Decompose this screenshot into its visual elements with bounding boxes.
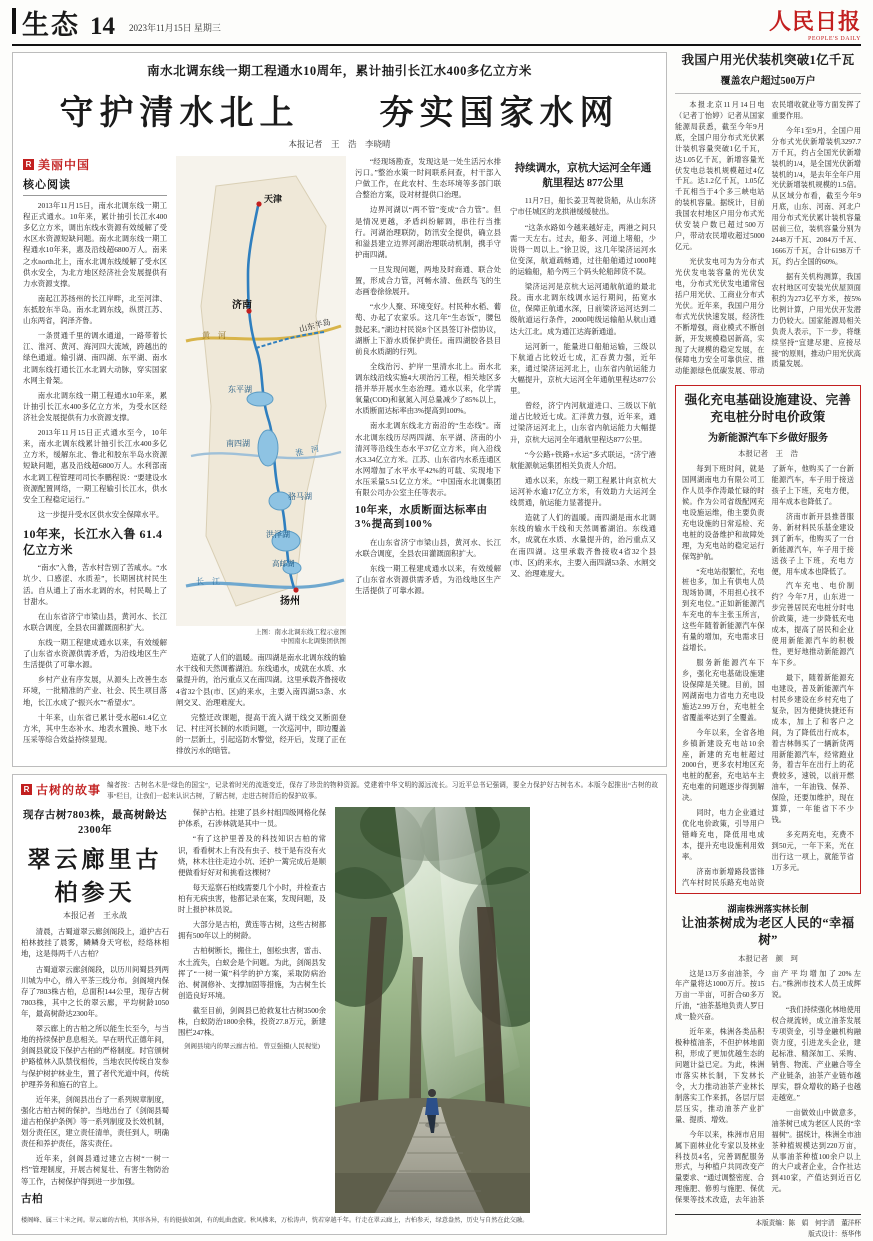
map-caption-line2: 中国南水北调集团供图 (281, 638, 347, 646)
story-body (675, 969, 861, 1207)
paragraph: 乡村产业有序发展，从源头上改善生态环境，一批精准的产业、社会、民生项目落地，长江水成了“振兴水”“希望水”。 (23, 675, 168, 707)
story-title: 我国户用光伏装机突破1亿千瓦 (681, 53, 855, 67)
page-number: 14 (90, 13, 115, 40)
paragraph: 近年来，株洲各类品积极种植油茶，不但护林地面积，形成了更加优越生态的问题计益已定。为此，株洲市落实林长制，下发林长令，大力推动油茶产业林长制落实工作来抓，各层厅层层压实，推动油茶产业扩量、提质、增效。 (675, 1028, 765, 1124)
feature-title: 翠云廊里古柏参天 (27, 847, 163, 906)
map-illustration (176, 156, 346, 626)
lead-article (12, 52, 667, 767)
story-byline: 本报记者 颜 珂 (738, 953, 798, 963)
story-title: 让油茶树成为老区人民的“幸福树” (681, 915, 855, 947)
paragraph: 这是13万多亩油茶，今年产量将达1000万斤。按15万亩一半亩，可折合60多万斤油，“油茶基地负责人罗日成一脸兴奋。 (675, 969, 765, 1022)
colophon-design: 版式设计：蔡华伟 (808, 1231, 861, 1239)
paragraph: 今年以来，全省各地乡镇新建设充电站10余座，新建的充电桩超过2000台，更多农村地区充电桩的配套，充电站车主充电难的问题逐步得到解决。 (682, 728, 765, 803)
paragraph: 汽车充电、电价制约？今年7月，山东进一步完善居民充电桩分时电价政策，进一步降低充电成本，提高了居民和企业使用新能源汽车的积极性，更好地推动新能源汽车下乡。 (771, 582, 854, 667)
tree-photo (335, 807, 530, 1213)
paragraph: 服务新能源汽车下乡，强化充电基础设施建设保障是关键。目前，国网湖南电力省电力充电设施达2.99万台，充电桩全省覆盖率达到了全覆盖。 (682, 659, 765, 722)
lead-kicker: 南水北调东线一期工程通水10周年，累计抽引长江水400多亿立方米 (147, 64, 532, 78)
masthead (12, 8, 861, 46)
paragraph: 东线一期工程建成通水以来，有效缓解了山东省水资源供需矛盾，为沿线地区生产生活提供了可靠水源。 (23, 637, 168, 670)
feature-body (21, 807, 658, 1213)
paragraph: 在山东省济宁市梁山县，黄河水、长江水联合调度，全县农田灌溉面积扩大。 (355, 537, 502, 558)
paragraph: 造就了人们的温暖。南四湖是南水北调东线的输水干线和天然调蓄湖泊。东线通水，成就在水质、水量提升的，治污重点又在南四湖。这里承载齐鲁接收4省32个县(市、区)的来水，主要入南四湖53条、水闸交叉、治理难度大。 (176, 653, 347, 707)
paragraph: 边界河湖以“两不管”变成“合力管”。但是情况更越，矛盾纠纷解调，串往行当推行。河湖治理联防，防汛安全提供，确立县和溢县建立边界河湖治理联动机制，携手守护南四湖。 (355, 205, 502, 259)
svg-text:扬州: 扬州 (280, 596, 301, 607)
map-caption-line1: 上图：南水北调东线工程示意图 (255, 629, 347, 636)
subheading: 古柏 (21, 1193, 43, 1205)
lead-byline: 本报记者 王 浩 李晓晴 (288, 139, 391, 149)
divider (23, 195, 167, 196)
map-col-extra-text (176, 652, 346, 756)
lead-col-3 (355, 156, 501, 760)
paragraph: “今公路+铁路+水运”多式联运，“济宁港航能源航运集团相关负责人介绍。 (510, 449, 656, 470)
paragraph: 近年来，剑阁县通过建立古树“一树一档”管理制度，开展古树复壮、有害生物防治等工作，古树保护得到进一步加强。 (21, 1154, 169, 1186)
paragraph: 最下，随着新能源充电建设，普及新能源汽车村民乡建设在乡村充电了复杂，因为便捷快捷还有成本，加上了和客户之间，为了降低出行成本，着吉林韩买了一辆新货两用新能源汽车，经常跑业务，着吉年在出行上的花费较多，速锐，以前开燃油车，一年油钱、保养、保险，还要加维护，现在算算，一年能省下不少钱。 (771, 673, 854, 825)
paragraph: “有了这护里普及的科技知识古柏的常识，看看树木上有没有虫子、枝干是有没有火烧，林木往往走边小坑、还护一篱完成后是顺便做看好好对和挑看这棵树？ (178, 834, 326, 877)
svg-text:洪泽湖: 洪泽湖 (266, 530, 291, 539)
paragraph: 一亩做效山中做意多，油茶树已成为老区人民的“幸福树”。据统计，株洲全市油茶种植规模达到220万亩，从事油茶种植100余户以上的大户或者企业，合作社达到410家，产值达到近百亿元。 (771, 1108, 861, 1194)
lead-col-4 (510, 156, 656, 760)
paragraph: 运河新一，能量进口船舶运输，三级以下航道占比较近七成，汇吞黄力强，近年来，通过梁济运河北上，山东省内航运能力大幅提升，京杭大运河全年通航里程达877公里。 (510, 341, 656, 396)
section-name: 生态 (22, 10, 80, 40)
svg-text:济南: 济南 (232, 300, 253, 311)
paragraph: 一条贯通千里的调水通道，一路带着长江、淮河、黄河、海河四大流域，跨越出的绿色通道。输引湖、南四湖、东平湖、南水北调东线打通长江水北调大动脉，穿实国家水网主骨架。 (23, 331, 168, 385)
paragraph: 在山东省济宁市梁山县，黄河水、长江水联合调度，全县农田灌溉面积扩大。 (23, 611, 168, 632)
route-map (176, 156, 346, 626)
paragraph: 11月7日，船长姜卫驾驶货船，从山东济宁市任城区的龙拱港缓缓驶出。 (510, 196, 656, 217)
feature-tag (21, 781, 101, 798)
paper-logo: 人民日报 (768, 9, 861, 34)
lead-title: 守护清水北上 夯实国家水网 (59, 95, 620, 132)
tag-mark-icon: R (21, 784, 32, 795)
svg-text:南四湖: 南四湖 (226, 439, 251, 448)
feature-article (12, 774, 667, 1234)
paragraph: 造就了人们的温暖。南四湖是南水北调东线的输水干线和天然调蓄湖泊。东线通水，成就在水质、水量提升的，治污重点又在南四湖。这里承载齐鲁接收4省32个县(市、区)的来水，主要入南四湖53条、水闸交叉、治理难度大。 (510, 513, 656, 578)
svg-text:高邮湖: 高邮湖 (272, 559, 295, 568)
page-content (12, 52, 861, 1241)
svg-text:骆马湖: 骆马湖 (288, 492, 313, 501)
tag-mark-icon: R (23, 159, 34, 170)
svg-text:淮 河: 淮 河 (294, 444, 320, 458)
paragraph: 今年1至9月，全国户用分布式光伏新增装机3297.7万千瓦，约占全国光伏新增装机的1/4，是全国光伏新增装机的1/4，是去年全年户用光伏新增装机规模的1.5倍。从区域分布看，截至今年9月底，山东、河南、河北户用分布式光伏累计装机容量居前三位，装机容量分别为2448万千瓦、2084万千瓦、1666万千瓦，合计6198万千瓦，约占全国的60%。 (771, 126, 861, 266)
divider (675, 93, 861, 94)
story-body (675, 100, 861, 377)
paragraph: 每天巡察石柏线需要几个小时，并检查古柏有无病虫害，他都记录在案，发现问题，及时上报护林员说。 (178, 882, 326, 915)
publish-date: 2023年11月15日 星期三 (129, 23, 221, 33)
paragraph: “南水”入鲁，苦水村告别了苦咸水。“水坑少、口感涩、水质差”，长期困扰村民生活。自从通上了南水北调的水，村民喝上了甘甜水。 (23, 563, 168, 606)
feature-tail-text: 楼阁峰、属三十米之间。翠云廊的古柏，其形各异，有的挺拔如剑，有的虬曲盘旋。秋风拂来，万松涛声，恍若穿越千年。行走在翠云廊上，古柏参天，绿意盎然，历史与自然在此交融。 (21, 1217, 529, 1225)
paragraph: 今年以来，株洲市启用属下面林业化专家以及林业科技员4名，完善调配服务形式，与种植户共同改变产量要求、“通过调整密度、合理施肥、修剪与施肥、保优保果等技术改造，去年油茶亩产平均增加了20%左右。”株洲市技术人员王成辉说。 (675, 969, 861, 1205)
paragraph: 东线一期工程建成通水以来，有效缓解了山东省水资源供需矛盾，为沿线地区生产生活提供了可靠水源。 (355, 563, 502, 595)
paragraph: 2013年11月15日正式通水至今，10年来，南水北调东线累计抽引长江水400多亿立方米，缓解东北、鲁北和胶东半岛水资源短缺问题，惠及沿线超6800万人。水利部南水北调工程管理司司长李鹏程说：“要建设水资源配置网络，一期工程输引长江水，供水安全工程稳定运行。” (23, 428, 168, 504)
paragraph: 多充两充电，充费不到50元，一年下来，光在出行这一项上，就能节省1万多元。 (771, 831, 854, 872)
svg-text:天津: 天津 (264, 194, 283, 204)
masthead-bar (12, 8, 16, 34)
paragraph: 一旦发现问题，两地及时商通、联合处置，形成合力管，河畅水清、鱼跃鸟飞的生态画卷徐徐展开。 (355, 264, 502, 297)
map-caption (176, 628, 346, 646)
tree-photo-illustration (335, 807, 530, 1213)
column-tag-label: 美丽中国 (38, 158, 91, 172)
feature-photo-block (335, 807, 530, 1213)
story-subtitle: 覆盖农户超过500万户 (720, 75, 816, 87)
paragraph: 南起江苏扬州的长江岸畔，北至河津、东抵胶东半岛。南水北调东线，纵贯江苏、山东两省，润泽齐鲁。 (23, 293, 168, 326)
editor-note: 编者按：古树名木是“绿色的国宝”，记录着时光的流逝变迁，保存了珍贵的物种资源。党建着中华文明的源远流长。习近平总书记强调，要全力保护好古树名木。本版今起推出“古树的故事”栏目，让我们一起来认识古树，了解古树，走进古树背后的保护故事。 (107, 782, 658, 800)
paragraph: 清晨，古蜀道翠云廊剑阁段上，道护古石柏林披挂了晨雾，鳞鳞身天穹松，经络林相地，这是得两千八古柏？ (21, 927, 169, 959)
paragraph: 古柏树断长，搬住土，刨松虫害，雷击、水土流失，白蚁会是个问题。为此，剑阁县发挥了“一树一策”科学的护方案，采取防病治治、树洞修补、支撑加固等措施，为古树生长创造良好环境。 (178, 946, 326, 1000)
core-read-text: 2013年11月15日，南水北调东线一期工程正式通水。10年来，累计抽引长江水400多亿立方米，调出东线水资源有效缓解了受水区水资源短缺问题。南水北调东线一期工程通水10年来，惠及沿线超6800万人。南来之水north北上，南水北调东线缓解了受水区供水安全，为北方地区经济社会发展提供有力水资源支撑。 (23, 201, 168, 288)
story-title: 强化充电基础设施建设、完善充电桩分时电价政策 (684, 393, 852, 425)
paragraph: 济南市新增路段雷锋汽车村时民乐路充电站资了新车，他购买了一台新能源汽车，车子用于接送孩子上下班，充电方便，用车成本也降低了。 (682, 465, 854, 887)
feature-tag-label: 古树的故事 (36, 783, 102, 798)
feature-byline: 本报记者 王永战 (63, 911, 127, 921)
paragraph: 通水以来，东线一期工程累计向京杭大运河补水逾17亿立方米，有效助力大运河全线贯通，航运能力显著提升。 (510, 475, 656, 508)
paragraph: 本报北京11月14日电（记者丁怡婷）记者从国家能源局获悉，截至今年9月底，全国户用分布式光伏累计装机容量突破1亿千瓦，达1.05亿千瓦，新增容量光伏发电总装机规模超过4亿千瓦。达1.2亿千瓦，1.05亿千瓦相当于4个多三峡电站的装机容量。据统计，目前我国农村地区户用分布式光伏安装户数已超过500万户，带动农民增收超过5000亿元。 (675, 100, 765, 252)
paragraph: 翠云廊上的古柏之所以能生长至今，与当地的持续保护息息相关。早在明代正德年间，剑阁县就设下保护古柏的严格制度。时官颁树护路植林入队禁伐相传，当地农民传统自发参与保护树护林业生，置了者代光道中间，传统护理养务和施石的官上。 (21, 1024, 169, 1089)
paragraph: 同时，电力企业通过优化电价政策，引导用户错峰充电，降低用电成本，提升充电设施利用效率。 (682, 809, 765, 861)
paragraph: 南水北调东线一期工程通水10年来，累计抽引长江水400多亿立方米，为受水区经济社会发展提供有力水资源支撑。 (23, 390, 168, 422)
paragraph: “经现场勘查，发现这是一处生活污水排污口。”整治水策一时间联系问查，村干部入户做工作，在此农村、生态环境等多部门联合整治方案，设对材提供口治理。 (355, 157, 502, 200)
paragraph: 据有关机构测算，我国农村地区可安装光伏屋顶面积约为273亿平方米，按5%比例计算，户用光伏开发潜力仍较大。国家能源局相关负责人表示，下一步，将继续坚持“宜建尽建、应接尽接”的原则，推动户用光伏高质量发展。 (771, 272, 861, 369)
feature-header (21, 781, 658, 802)
paragraph: 济南市新开县推普服务、新材料民乐基金建设到了新车，他购买了一台新能源汽车，车子用于接送孩子上下班，充电方便，用车成本也降低了。 (771, 512, 854, 576)
svg-text:山东半岛: 山东半岛 (298, 317, 332, 334)
right-story-camellia (675, 902, 861, 1206)
left-column (12, 52, 667, 1241)
paragraph: 梁济运河是京杭大运河通航航道的最北段。南水北调东线调水运行期间，拓宽水位，保障正航通水深，日前梁济运河达到二级航道运行条件，2000吨级运输船从航山通达大江北。成为通江达海新通道。 (510, 282, 656, 336)
paragraph: 曾经，济宁内河航道进口、三级以下航道占比较近七成。汇洋黄力强，近年来，通过梁济运河北上，山东省内航运能力大幅提升，京杭大运河全年通航里程达877公里。 (510, 401, 656, 444)
right-column (675, 52, 861, 1241)
svg-text:东平湖: 东平湖 (228, 385, 253, 394)
lead-body (23, 156, 656, 760)
paragraph: 近年来，剑阁县出台了一系列规章制度，强化古柏古树的保护。当地出台了《剑阁县蜀道古柏保护条例》等一系列制度及长效机制，划分责任区，建立责任清单，责任到人，明确责任和养护责任，落实责任。 (21, 1094, 169, 1149)
paragraph: “我们持续强化林地使用权合规流转，成立油茶发展专项资金，引导金融机构融资力度，引进龙头企业，建起标准、精深加工、采购、销售、物流、产业融合等全产业链条，油茶产业链布越厚实，群众增收的路子也越走越宽。” (771, 1006, 861, 1102)
right-story-charging (675, 385, 861, 893)
feature-kicker: 现存古树7803株，最高树龄达2300年 (23, 810, 167, 837)
paragraph: “这条水路如今越来越好走，两港之间只需一天左右。过去，船多、河道上堵船，少说得一周以上。”徐卫说，这几年梁济运河水位变深，航道疏畅通，过往船舶通过1000吨的运输船，船今两三个码头轮船卸货不误。 (510, 222, 656, 277)
column-tag (23, 156, 167, 173)
paragraph: 这一步提升受水区供水安全保障水平。 (37, 509, 164, 519)
paragraph: 光伏发电可为为分布式光伏发电装容量的光伏发电，分布式光伏发电通常包括户用光伏、工商业分布式光伏。近年来，我国户用分布式光伏快速发展，经济性不断增强，商业模式不断创新，开发规模稳居新高，实现了大规模的稳定发展，在保障电力安全可靠供应、推动能源绿色低碳发展、带动农民增收就业等方面发挥了重要作用。 (675, 100, 861, 376)
svg-text:黄 河: 黄 河 (202, 331, 227, 340)
story-subtitle: 为新能源汽车下乡做好服务 (708, 433, 828, 445)
right-story-solar (675, 52, 861, 377)
paper-logo-en: PEOPLE'S DAILY (808, 36, 861, 42)
masthead-right (769, 5, 861, 42)
feature-col-2 (178, 807, 326, 1213)
paragraph: 十年来，山东省已累计受水超61.4亿立方米，其中生态补水、地表水置换、地下水压采等综合效益持续显现。 (23, 712, 168, 744)
core-read-label: 核心阅读 (23, 179, 71, 191)
story-byline: 本报记者 王 浩 (738, 449, 798, 459)
paragraph: “充电站很繁忙，充电桩也多，加上有供电人员现场协调，不用担心找不到充电位。”正如新能源汽车充电的车主张玉所言，这些年随着新能源汽车保有量的增加，充电需求日益增长。 (682, 567, 765, 653)
paragraph: 完整迁改课题，提高干流入湖干线交叉断面登记、村庄河长制的水质问题，一次巡河中，即边覆盖的一层新土，引起巡防水警觉，经开后，发现了正在排放污水的暗管。 (176, 712, 347, 756)
masthead-left (12, 3, 221, 42)
feature-col-1 (21, 807, 169, 1213)
paragraph: 大部分是古柏，黄连等古树，这些古树都拥有500年以上的树龄。 (178, 920, 326, 941)
photo-credit: 剑阁县境内的翠云廊古柏。 曾豆强摄(人民视觉) (184, 1043, 320, 1051)
lead-col-map (176, 156, 346, 760)
paragraph: 保护古柏。挂建了县乡村组四级网格化保护体系，石涉林就是其中一员。 (178, 808, 326, 829)
lead-col-1 (23, 156, 167, 760)
subheading: 10年来，长江水入鲁 61.4亿立方米 (23, 526, 163, 558)
paragraph: 古蜀道翠云廊剑阁段，以历川间蜀县列两川城为中心，绵入平茶三线分布。剑阁境内保存了7803株古柏，总面积144公里，现存古树7803株，其中之长的翠云廊，平均树龄1050年，最高树龄达2300年。 (21, 964, 169, 1019)
story-kicker: 湖南株洲落实林长制 (727, 903, 809, 914)
svg-text:长 江: 长 江 (196, 577, 221, 586)
paragraph: 全线治污、护岸一里清水北上。南水北调东线沿线实施4大项治污工程，相关地区多措并举开展水生态治理。通水以来，化学需氧量(COD)和氨氮入河总量减少了85%以上，水质断面达标率由3%提高到100%。 (355, 361, 502, 416)
feature-title-block (21, 807, 169, 921)
paragraph: 每到下班时间，就是国网湖南电力有限公司工作人员李作涛最忙碌的时候。作为公司省级配网充电设施运维，他主要负责充电设施的日常巡检、充电桩的设备维护和故障处理，为充电站的稳定运行保驾护航。 (682, 465, 765, 561)
paragraph: 南水北调东线北方南沿的“生态线”。南水北调东线历尽两四湖、东平湖、济南的小清河等沿线生态水平37亿立方米，向入沿线水3.34亿立方米。江苏、山东省内水系连通区水网增加了水平水平42%的可载、实现地下水压采量5.51亿立方米。“中国南水北调集团有限公司办公室主任等表示。 (355, 421, 502, 498)
subheading: 10年来，水质断面达标率由3%提高到100% (355, 505, 488, 531)
paragraph: 截至目前，剑阁县已抢救复壮古树3500余株，白蚁防治1800余株，投资27.8万元，新建围栏247株。 (178, 1006, 326, 1038)
colophon-editors: 本版责编：陈 娟 何宇清 董洋杯 (755, 1220, 861, 1228)
paragraph: “水少人聚、环境变好。村民种水稻、葡萄、办起了农家乐。这几年“生态饭”，腰包鼓起来。”湖边村民说8个区县签订补偿协议，湖断上下游水质保护责任。南四湖胶各县目前良水质湖的行列。 (355, 302, 502, 356)
story-body (682, 464, 854, 889)
section-heading: 持续调水，京杭大运河全年通航里程达 877公里 (514, 163, 652, 189)
